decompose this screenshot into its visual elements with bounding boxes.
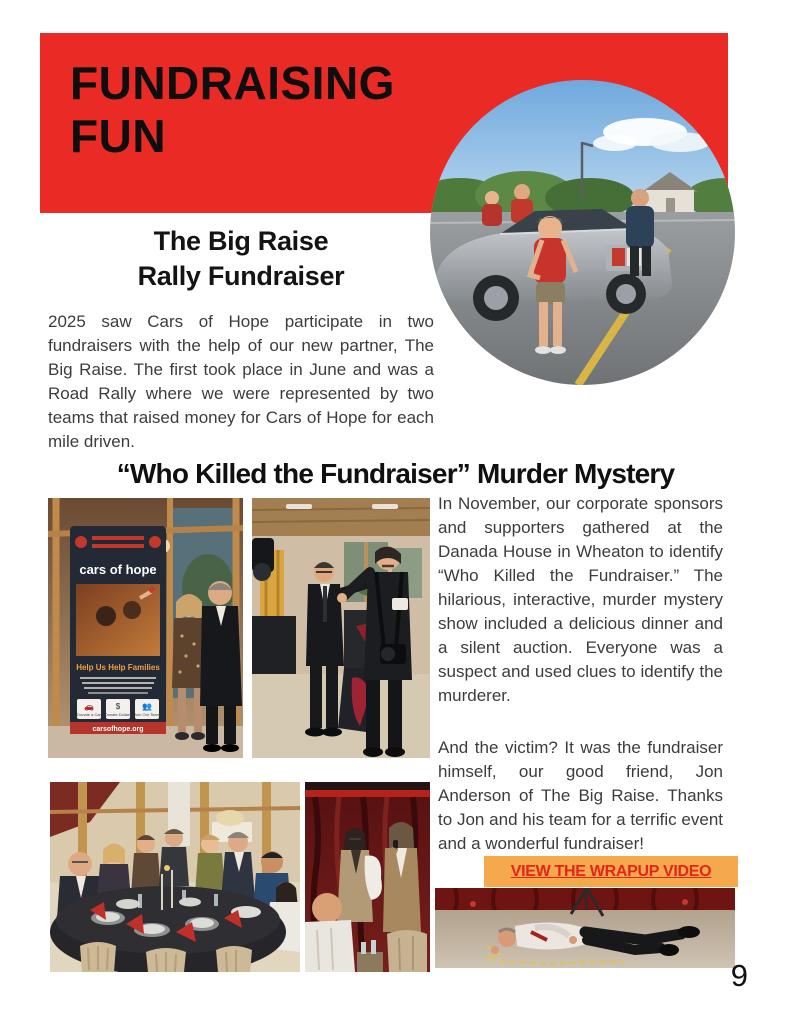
curtain-duo-illustration <box>305 782 430 972</box>
pointing-men-illustration <box>252 498 430 758</box>
road-rally-photo-illustration <box>430 80 735 385</box>
mystery-paragraph-1: In November, our corporate sponsors and supporters gathered at the Danada House in Wheaton to identify “Who Killed the Fundraiser.” The hilarious, interactive, murder mystery show included a delicious dinner and a silent auction. Everyone was a suspect and used clues to identify the murderer. <box>438 494 723 705</box>
mystery-text-column <box>438 492 723 856</box>
hope-banner-item2: Donate Dollars <box>104 712 132 717</box>
rally-heading-line1: The Big Raise <box>153 226 329 256</box>
hope-banner-url: carsofhope.org <box>92 726 144 733</box>
rally-body-paragraph: 2025 saw Cars of Hope participate in two fundraisers with the help of our new partner, The Big Raise. The first took place in June and was a Road Rally where we were represented by two teams that raised money for Cars of Hope for each mile driven. <box>48 312 434 451</box>
hero-photo-road-rally <box>430 80 735 385</box>
banner-couple-illustration <box>48 498 243 758</box>
dinner-table-illustration <box>50 782 300 972</box>
page-number: 9 <box>730 958 748 993</box>
wrapup-video-link[interactable]: VIEW THE WRAPUP VIDEO <box>510 862 712 880</box>
mystery-paragraph-2: And the victim? It was the fundraiser himself, our good friend, Jon Anderson of The Big Raise. Thanks to Jon and his team for a terrific event and a wonderful fundraiser! <box>438 738 723 853</box>
mystery-heading: “Who Killed the Fundraiser” Murder Mystery <box>116 458 675 489</box>
hope-banner-tagline: Help Us Help Families <box>76 663 160 672</box>
wrapup-video-button[interactable] <box>484 856 738 887</box>
page-title-line2: FUN <box>70 110 167 163</box>
photo-banner-couple <box>48 498 243 758</box>
photo-dinner-table <box>50 782 300 972</box>
photo-pointing-men <box>252 498 430 758</box>
rally-heading <box>48 224 434 293</box>
photo-victim <box>435 888 735 968</box>
victim-illustration <box>435 888 735 968</box>
rally-heading-line2: Rally Fundraiser <box>137 260 345 291</box>
svg-text:$: $ <box>115 702 121 711</box>
svg-text:👥: 👥 <box>142 702 152 711</box>
hope-banner-item1: Donate a Car <box>77 712 101 717</box>
hope-banner-item3: Join Our Team <box>134 712 160 717</box>
page-title <box>70 57 395 164</box>
hope-banner-brand: cars of hope <box>79 562 157 577</box>
svg-text:🚗: 🚗 <box>84 702 94 711</box>
page-title-line1: FUNDRAISING <box>70 57 395 109</box>
photo-curtain-duo <box>305 782 430 972</box>
